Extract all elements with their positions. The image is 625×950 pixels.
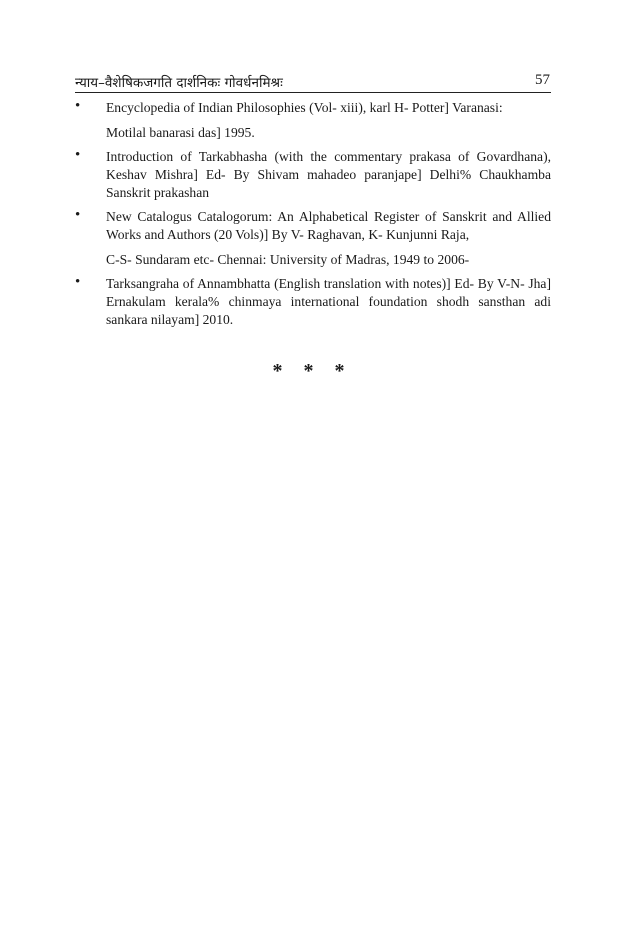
bullet-icon: • — [75, 207, 81, 223]
reference-item — [75, 275, 551, 329]
running-header — [75, 70, 551, 93]
reference-item — [75, 148, 551, 202]
bullet-icon: • — [75, 98, 81, 114]
bullet-icon: • — [75, 274, 81, 290]
reference-text-continued: Motilal banarasi das] 1995. — [106, 125, 255, 140]
bullet-icon: • — [75, 147, 81, 163]
reference-list — [75, 99, 551, 329]
section-end-marker: * * * — [272, 360, 353, 382]
reference-item — [75, 99, 551, 142]
running-header-title: न्याय–वैशेषिकजगति दार्शनिकः गोवर्धनमिश्रः — [75, 75, 283, 91]
reference-text-continued: C-S- Sundaram etc- Chennai: University of Madras, 1949 to 2006- — [106, 252, 470, 267]
reference-text: Introduction of Tarkabhasha (with the commentary prakasa of Govardhana), Keshav Mishra] Ed- By Shivam mahadeo paranjape] Delhi% Chaukhamba Sanskrit prakashan — [106, 149, 551, 200]
reference-item — [75, 208, 551, 269]
reference-text: Tarksangraha of Annambhatta (English translation with notes)] Ed- By V-N- Jha] Ernakulam kerala% chinmaya international foundation shodh sansthan adi sankara nilayam] 2010. — [106, 276, 551, 327]
reference-text: Encyclopedia of Indian Philosophies (Vol- xiii), karl H- Potter] Varanasi: — [106, 100, 503, 115]
reference-text: New Catalogus Catalogorum: An Alphabetical Register of Sanskrit and Allied Works and Authors (20 Vols)] By V- Raghavan, K- Kunjunni Raja, — [106, 209, 551, 242]
page-number: 57 — [535, 72, 550, 88]
